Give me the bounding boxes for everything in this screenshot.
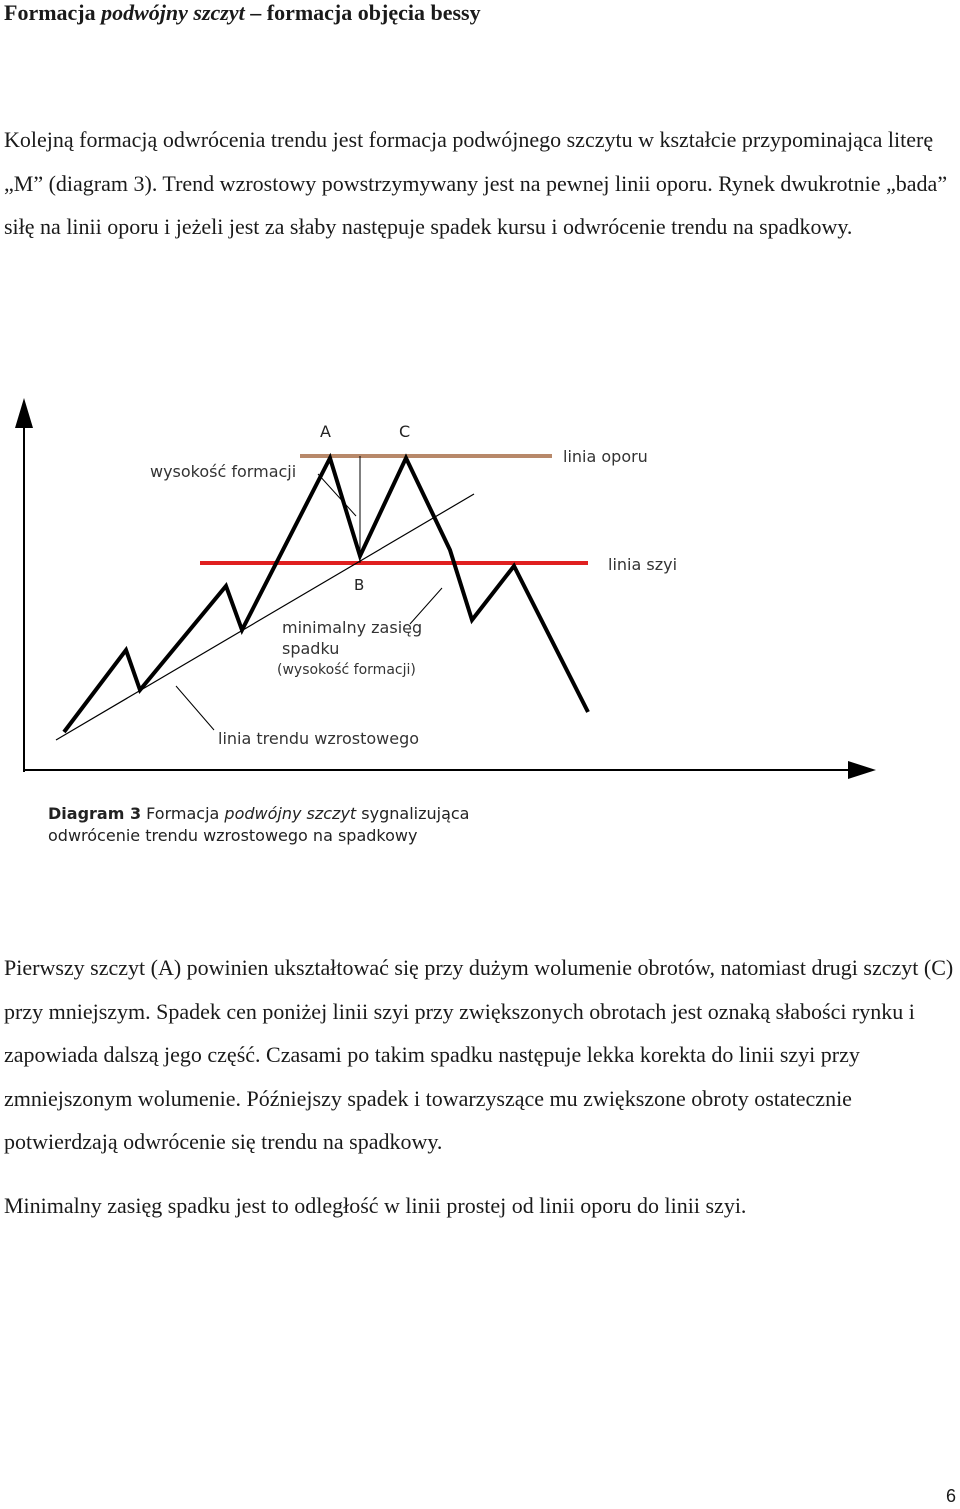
- label-height: wysokość formacji: [150, 462, 297, 481]
- caption-italic: podwójny szczyt: [224, 804, 357, 823]
- caption-pre: Formacja: [141, 804, 225, 823]
- label-resistance: linia oporu: [563, 447, 648, 466]
- label-a: A: [320, 422, 331, 441]
- uptrend-line: [56, 494, 474, 740]
- section-title: [4, 0, 481, 26]
- paragraph-peaks: Pierwszy szczyt (A) powinien ukształtować się przy dużym wolumenie obrotów, natomiast drugi szczyt (C) przy mniejszym. Spadek cen poniżej linii szyi przy zwiększonych obrotach jest oznaką słabości rynku i zapowiada dalszą jego część. Czasami po takim spadku następuje lekka korekta do linii szyi przy zmniejszonym wolumenie. Późniejszy spadek i towarzyszące mu zwiększone obroty ostatecznie potwierdzają odwrócenie się trendu na spadkowy.: [4, 955, 954, 1154]
- label-c: C: [399, 422, 411, 441]
- label-min-range-3: (wysokość formacji): [277, 662, 416, 678]
- diagram-caption-line1: [48, 804, 469, 823]
- diagram-caption-line2: odwrócenie trendu wzrostowego na spadkowy: [48, 826, 418, 845]
- trend-leader: [176, 686, 214, 730]
- label-b: B: [354, 576, 365, 594]
- page-number: 6: [945, 1486, 956, 1506]
- paragraph-intro: Kolejną formacją odwrócenia trendu jest formacja podwójnego szczytu w kształcie przypominająca literę „M” (diagram 3). Trend wzrostowy powstrzymywany jest na pewnej linii oporu. Rynek dwukrotnie „bada” siłę na linii oporu i jeżeli jest za słaby następuje spadek kursu i odwrócenie trendu na spadkowy.: [4, 127, 948, 239]
- paragraph-min-range: Minimalny zasięg spadku jest to odległość w linii prostej od linii oporu do linii szyi.: [4, 1193, 747, 1218]
- label-min-range-1: minimalny zasięg: [282, 618, 423, 637]
- price-path: [64, 458, 588, 732]
- label-min-range-2: spadku: [282, 639, 340, 658]
- label-neck: linia szyi: [608, 555, 678, 574]
- title-part1: Formacja: [4, 0, 102, 25]
- title-part2: – formacja objęcia bessy: [244, 0, 481, 25]
- label-trend: linia trendu wzrostowego: [218, 729, 420, 748]
- caption-post: sygnalizująca: [356, 804, 470, 823]
- double-top-diagram: [0, 390, 960, 860]
- title-italic: podwójny szczyt: [101, 0, 245, 25]
- y-axis-arrow-icon: [15, 398, 33, 428]
- caption-bold: Diagram 3: [48, 804, 142, 823]
- x-axis-arrow-icon: [848, 761, 876, 779]
